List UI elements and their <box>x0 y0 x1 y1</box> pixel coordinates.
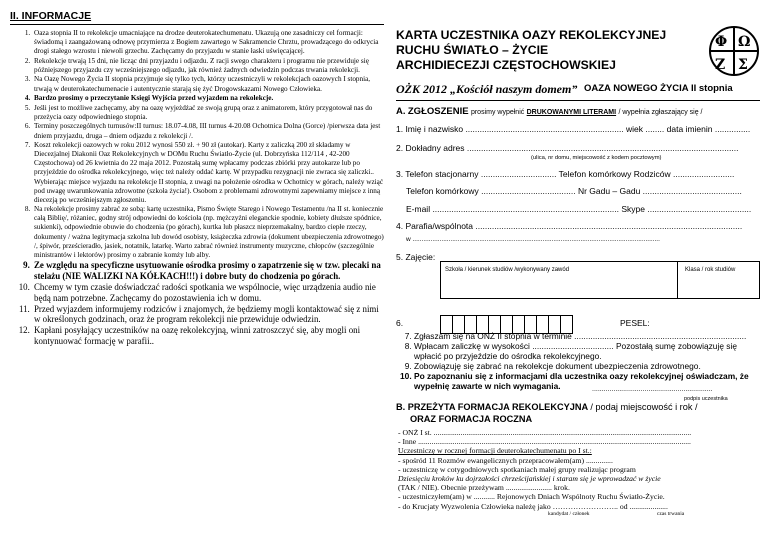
list-item: 10. Chcemy w tym czasie doświadczać radości spotkania we wspólnocie, więc urządzenia audio nie będą nam potrzebne. Zachęcamy do pozostawienia ich w domu. <box>32 282 384 303</box>
formation-line: - uczestniczę w cotygodniowych spotkaniach małej grupy realizując program <box>398 464 636 474</box>
list-item: 7. Zgłaszam się na ONŻ II stopnia w terminie .......................................................................... <box>414 331 760 341</box>
card-title <box>396 28 696 73</box>
section-note: DRUKOWANYMI LITERAMI <box>526 109 617 116</box>
info-list <box>10 29 384 347</box>
mobile-field[interactable]: Telefon komórkowy ........................................ Nr Gadu – Gadu .......................................... <box>406 186 742 196</box>
title-line: ARCHIDIECEZJI CZĘSTOCHOWSKIEJ <box>396 58 616 72</box>
formation-line[interactable]: - uczestniczyłem(am) w ........... Rejonowych Dniach Wspólnoty Ruchu Światło-Życie. <box>398 492 665 502</box>
divider <box>396 100 760 101</box>
section-note: / wypełnia zgłaszający się / <box>618 109 703 116</box>
signature-line[interactable]: .............................................................. <box>592 386 713 393</box>
section-note: / podaj miejscowość i rok / <box>590 402 698 412</box>
list-item: 3. Na Oazę Nowego Życia II stopnia przyjmuje się tylko tych, którzy uczestniczyli w rekolekcjach oazowych I stopnia, trwają w deuterokatechumenacie i autentycznie starają się żyć Drogowskazami Nowego Człowieka. <box>32 75 384 93</box>
list-item: 4. Bardzo prosimy o przeczytanie Księgi Wyjścia przed wyjazdem na rekolekcje. <box>32 94 384 103</box>
svg-text:Φ: Φ <box>715 34 728 50</box>
section-letter: A. <box>396 106 406 117</box>
title-line: RUCHU ŚWIATŁO – ŻYCIE <box>396 43 549 57</box>
name-field[interactable]: 1. Imię i nazwisko ................................................................... wiek ........ data imienin ............... <box>396 124 751 134</box>
list-item: 1. Oaza stopnia II to rekolekcje umacniające na drodze deuterokatechumenatu. Ukazują one zasadniczy cel formacji: świadomą i zaangażowaną odnowę przymierza z Bogiem zawartego w Sakramencie Chrztu, prowadzącego do odkrycia drogi stałego wzrostu i niewoli grzechu. Zachęcamy do przyjazdu w stanie łaski uświęcającej. <box>32 29 384 56</box>
address-hint: (ulica, nr domu, miejscowość z kodem pocztowym) <box>531 155 662 161</box>
list-item: 2. Rekolekcje trwają 15 dni, nie licząc dni przyjazdu i odjazdu. Z racji swego charakteru i programu nie przewiduje się późniejszego przyjazdu czy wcześniejszego odjazdu, jak również żadnych odwiedzin podczas trwania rekolekcji. <box>32 57 384 75</box>
hint-label: kandydat / członek <box>548 510 590 517</box>
svg-text:Ω: Ω <box>738 34 751 50</box>
formation-fields <box>398 428 760 517</box>
section-subtitle: ORAZ FORMACJA ROCZNA <box>410 413 533 424</box>
address-field[interactable]: 2. Dokładny adres ................................................................................................................... <box>396 143 739 153</box>
formation-line[interactable]: - do Krucjaty Wyzwolenia Człowieka należę jako …………………….. od .................... <box>398 501 668 511</box>
svg-text:Ζ: Ζ <box>715 57 726 73</box>
section-title: ZGŁOSZENIE <box>407 106 469 117</box>
hint-label: czas trwania <box>656 510 685 517</box>
list-item: 8. Na rekolekcje prosimy zabrać ze sobą: kartę uczestnika, Pismo Święte Starego i Nowego Testamentu /na II st. koniecznie całą Biblię/, różaniec, godny strój odpowiedni do kościoła (np. mężczyźni eleganckie spodnie, kobiety dłuższe spódnice, sukienki), odpowiednie obuwie do chodzenia (po górach), kurtka lub płaszcz nieprzemakalny, bardzo ciepłe rzeczy, dokumenty / ważna legitymacja szkolna lub dowód osobisty, książeczka zdrowia (dokument ubezpieczenia zdrowotnego) /, śpiwór, prześcieradło, jasiek, notatnik, latarkę. Warto zabrać również instrumenty muzyczne, chłopców (szczególnie ministrantów i lektorów) prosimy o zabranie komży lub alby. <box>32 205 384 260</box>
other-field[interactable]: - Inne .............................................................................................................................................. <box>398 437 691 447</box>
title-line: KARTA UCZESTNIKA OAZY REKOLEKCYJNEJ <box>396 28 667 42</box>
formation-hints <box>398 511 760 517</box>
formation-line[interactable]: (TAK / NIE). Obecnie przeżywam ........................ krok. <box>398 483 570 493</box>
divider <box>10 24 384 25</box>
fos-zoe-logo-icon <box>709 24 759 78</box>
occupation-label-right: Klasa / rok studiów <box>685 267 736 273</box>
pesel-label: PESEL: <box>620 318 650 328</box>
section-b-header <box>396 402 760 425</box>
formation-heading: Uczestniczę w rocznej formacji deuterokatechumenatu po I st.: <box>398 446 592 456</box>
phone-field[interactable]: 3. Telefon stacjonarny ................................ Telefon komórkowy Rodziców .......................... <box>396 169 735 179</box>
section-title: B. PRZEŻYTA FORMACJA REKOLEKCYJNA <box>396 402 588 412</box>
email-field[interactable]: E-mail ............................................................................... Skype ............................................ <box>406 204 752 214</box>
registration-card <box>396 0 760 543</box>
list-item: 5. Jeśli jest to możliwe zachęcamy, aby na oazę wyjeżdżać ze swoją grupą oraz z animatorem, który przygotował nas do przeżycia oazy odpowiedniego stopnia. <box>32 104 384 122</box>
formation-line[interactable]: - spośród 11 Rozmów ewangelicznych przepracowałem(am) .............. <box>398 455 613 465</box>
list-item: 10. Po zapoznaniu się z informacjami dla uczestnika oazy rekolekcyjnej oświadczam, że wypełnię zawarte w nich wymagania. <box>414 371 760 391</box>
oaza-label: OAZA NOWEGO ŻYCIA II stopnia <box>584 83 733 94</box>
section-note: prosimy wypełnić <box>470 109 525 116</box>
year-motto: OŻK 2012 „Kościół naszym domem” <box>396 82 578 96</box>
list-item: 8. Wpłacam zaliczkę w wysokości ................................... Pozostałą sumę zobowiązuję się wpłacić po przyjeździe do ośrodka rekolekcyjnego. <box>414 341 760 361</box>
occupation-label: 5. Zajęcie: <box>396 252 436 262</box>
list-item: 9. Ze względu na specyficzne usytuowanie ośrodka prosimy o zapatrzenie się w tzw. plecaki na stelażu (NIE WALIZKI NA KÓŁKACH!!!) i dobre buty do chodzenia po górach. <box>32 260 384 281</box>
divider <box>677 262 678 298</box>
declarations-list <box>396 331 760 391</box>
info-heading: II. INFORMACJE <box>10 10 92 22</box>
onz-field[interactable]: - ONŻ I st. ...................................................................................................................................... <box>398 428 692 437</box>
list-item: 11. Przed wyjazdem informujemy rodziców i znajomych, że będziemy mogli kontaktować się z nimi w określonych godzinach, oraz że program rekolekcji nie przewiduje odwiedzin. <box>32 304 384 325</box>
occupation-box[interactable] <box>440 261 760 299</box>
parish-field[interactable]: 4. Parafia/wspólnota ................................................................................................................. <box>396 221 743 231</box>
svg-text:Σ: Σ <box>738 57 748 73</box>
pesel-number: 6. <box>396 318 404 328</box>
formation-line: Dziesięciu kroków ku dojrzałości chrześcijańskiej i staram się je wprowadzać w życie <box>398 474 661 484</box>
occupation-label-left: Szkoła / kierunek studiów /wykonywany zawód <box>445 267 570 273</box>
parish-location-field[interactable]: w ......................................................................................................................................... <box>406 236 660 243</box>
info-column <box>10 0 384 347</box>
list-item: 6. Terminy poszczególnych turnusów:II turnus: 18.07-4.08, III turnus 4-20.08 Ochotnica Dolna (Gorce) /pierwsza data jest dniem przyjazdu, druga – dniem odjazdu z rekolekcji /. <box>32 122 384 140</box>
signature-label: podpis uczestnika <box>684 396 728 402</box>
list-item: 9. Zobowiązuję się zabrać na rekolekcje dokument ubezpieczenia zdrowotnego. <box>414 361 760 371</box>
section-a-header <box>396 106 703 117</box>
list-item: 7. Koszt rekolekcji oazowych w roku 2012 wynosi 550 zł. + 90 zł (autokar). Karty z zaliczką 200 zł składamy w Diecezjalnej Diakonii Oaz Rekolekcyjnych w DOMu Ruchu Światło-Życie (ul. Dobrzyńska 112/114 , 42-200 Częstochowa) od 26 kwietnia do 22 maja 2012. Pozostałą sumę wpłacamy podczas zbiórki przy autokarze lub po przyjeździe do ośrodka rekolekcyjnego, więc też należy oddać kartę. W przypadku rezygnacji nie zwraca się zaliczki.. Wybierając miejsce wyjazdu na rekolekcje II stopnia, z uwagi na położenie ośrodka w Ochotnicy w górach, należy wziąć pod uwagę uwarunkowania zdrowotne (szkoła życia!). Osobom z problemami zdrowotnymi zapewniamy miejsce z inną diecezją po wcześniejszym zgłoszeniu. <box>32 141 384 205</box>
list-item: 12. Kapłani posyłający uczestników na oazę rekolekcyjną, winni zatroszczyć się, aby mogli oni kontynuować formację w parafii.. <box>32 325 384 346</box>
